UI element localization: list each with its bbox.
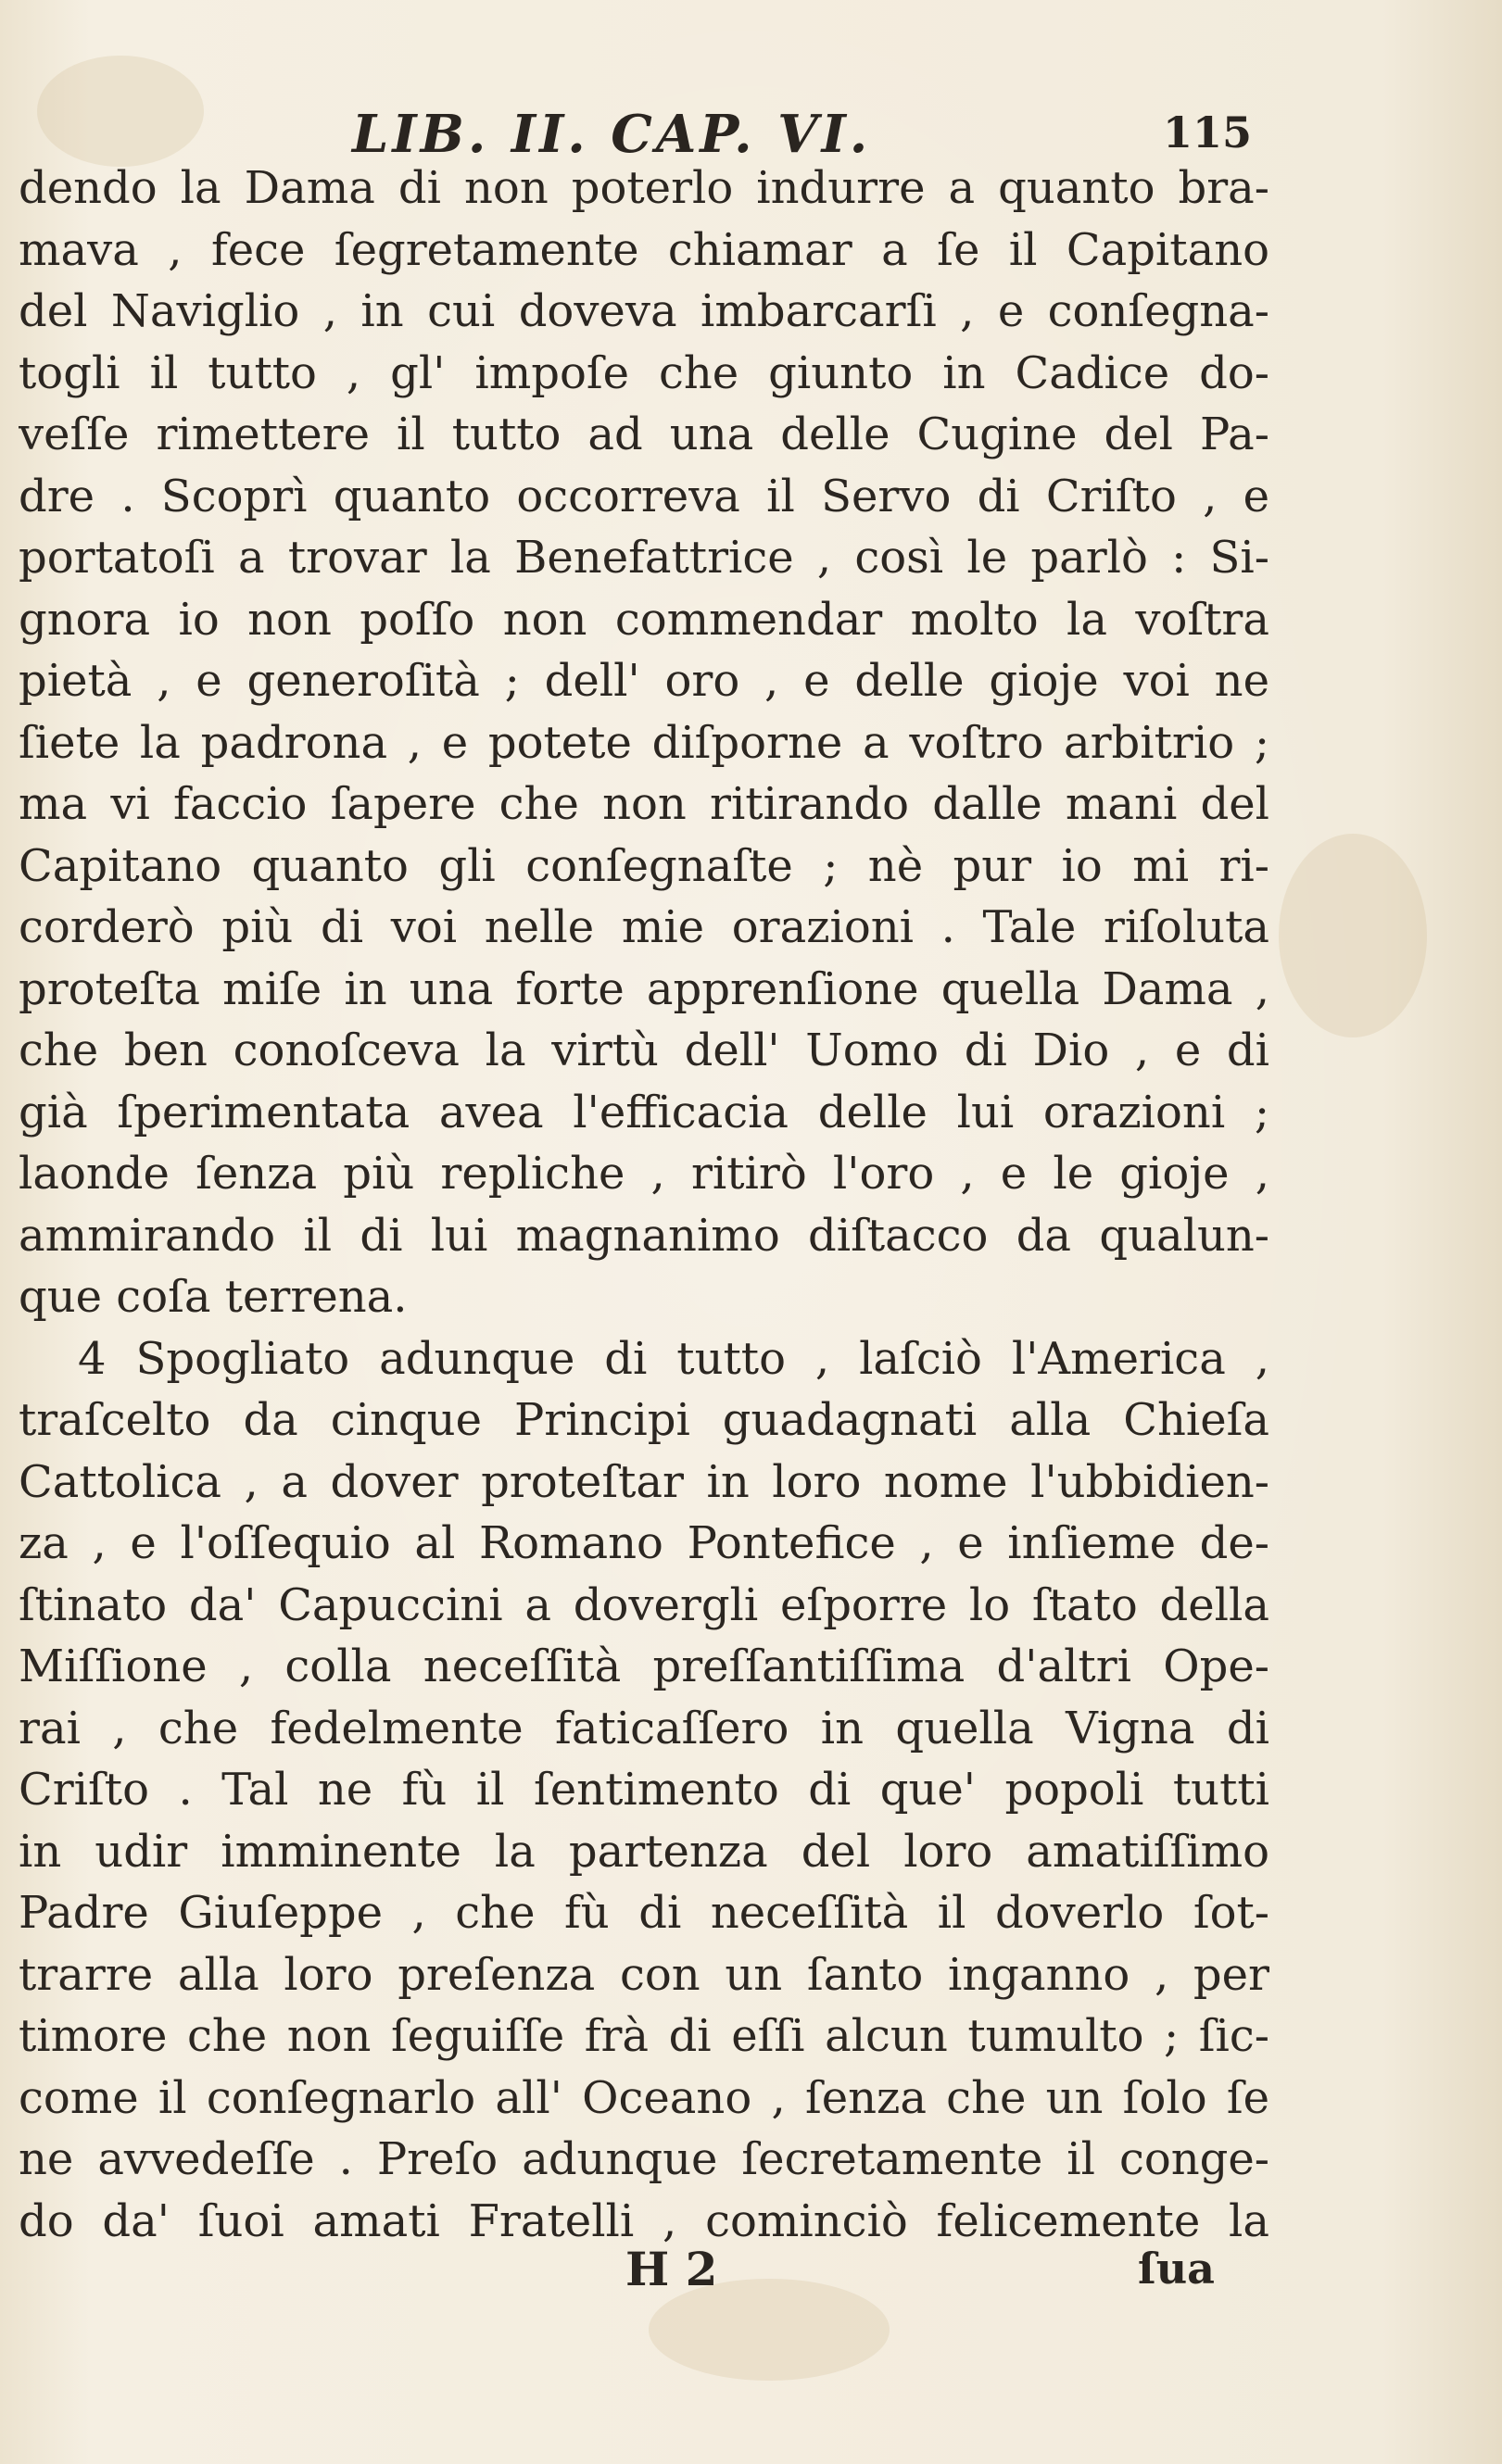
page-number: 115 [1162,107,1252,157]
running-title: LIB. II. CAP. VI. [352,104,872,165]
text-line: Cattolica , a dover proteſtar in loro nome l'ubbidien- [19,1455,1269,1508]
text-line: ſiete la padrona , e potete diſporne a voſtro arbitrio ; [19,716,1269,769]
text-line: gnora io non poſſo non commendar molto la voſtra [19,593,1269,646]
text-line: Miſſione , colla neceſſità preſſantiſſima d'altri Ope- [19,1641,1269,1692]
paragraph-start-line: 4 Spogliato adunque di tutto , laſciò l'America , [78,1332,1269,1385]
text-line: togli il tutto , gl' impoſe che giunto in Cadice do- [19,346,1269,399]
text-line: che ben conoſceva la virtù dell' Uomo di Dio , e di [19,1025,1269,1076]
text-line: portatoſi a trovar la Benefattrice , così le parlò : Si- [19,532,1269,584]
text-line: ammirando il di lui magnanimo diſtacco da qualun- [19,1209,1269,1262]
text-line: in udir imminente la partenza del loro amatiſſimo [19,1825,1269,1878]
paper-stain [1279,834,1427,1037]
text-line: già ſperimentata avea l'efficacia delle lui orazioni ; [19,1086,1269,1138]
text-line: dendo la Dama di non poterlo indurre a quanto bra- [19,162,1269,214]
text-line: trarre alla loro preſenza con un ſanto inganno , per [19,1948,1269,2001]
text-line: laonde ſenza più repliche , ritirò l'oro , e le gioje , [19,1148,1269,1200]
text-line: ſtinato da' Capuccini a dovergli eſporre lo ſtato della [19,1578,1269,1631]
text-line: proteſta miſe in una forte apprenſione quella Dama , [19,962,1269,1015]
text-line: do da' ſuoi amati Fratelli , cominciò felicemente la [19,2194,1269,2247]
text-line: pietà , e generoſità ; dell' oro , e delle gioje voi ne [19,655,1269,707]
text-line: rai , che fedelmente faticaſſero in quella Vigna di [19,1702,1269,1754]
text-line: veſſe rimettere il tutto ad una delle Cugine del Pa- [19,409,1269,460]
text-line: ne avvedeſſe . Preſo adunque ſecretamente il conge- [19,2133,1269,2185]
text-line: za , e l'oſſequio al Romano Pontefice , e inſieme de- [19,1517,1269,1569]
text-line: dre . Scoprì quanto occorreva il Servo di Criſto , e [19,470,1269,522]
text-line: ma vi faccio ſapere che non ritirando dalle mani del [19,778,1269,830]
text-line: timore che non ſeguiſſe frà di eſſi alcun tumulto ; ſic- [19,2010,1269,2062]
signature-mark: H 2 [625,2242,718,2296]
text-line: Capitano quanto gli conſegnaſte ; nè pur io mi ri- [19,839,1269,892]
text-line: mava , fece ſegretamente chiamar a ſe il Capitano [19,223,1269,276]
text-line: corderò più di voi nelle mie orazioni . Tale riſoluta [19,901,1269,953]
text-line: Criſto . Tal ne fù il ſentimento di que' popoli tutti [19,1764,1269,1816]
text-line: traſcelto da cinque Principi guadagnati alla Chieſa [19,1394,1269,1446]
text-line: come il conſegnarlo all' Oceano , ſenza che un ſolo ſe [19,2071,1269,2124]
page-footer [0,2242,1502,2307]
body-text [19,157,1269,2252]
catchword: ſua [1137,2244,1215,2294]
text-line: Padre Giuſeppe , che fù di neceſſità il doverlo ſot- [19,1887,1269,1939]
text-line: del Naviglio , in cui doveva imbarcarſi , e conſegna- [19,285,1269,337]
paragraph-end-line: que coſa terrena. [19,1271,408,1323]
